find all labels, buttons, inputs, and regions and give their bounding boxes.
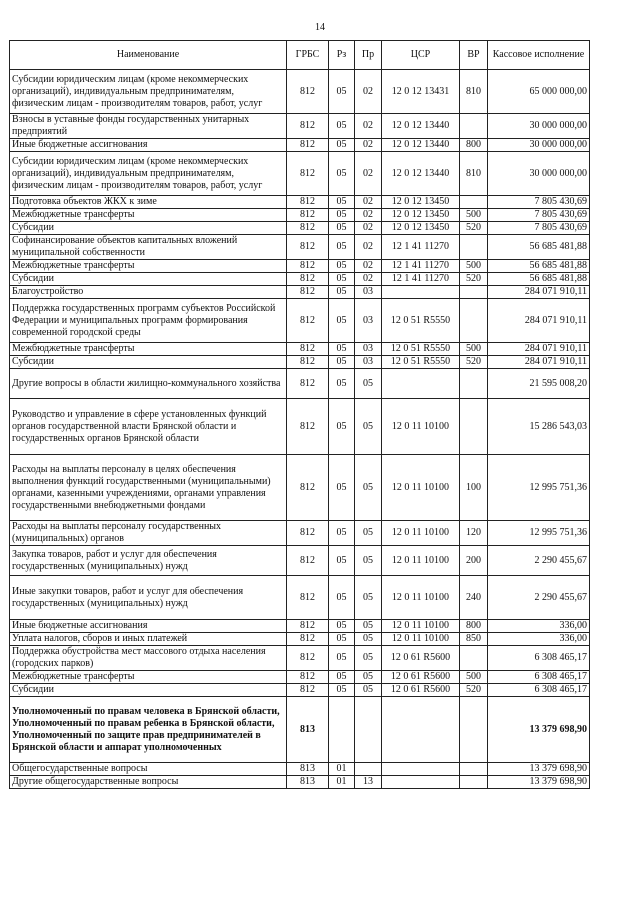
cell-vr [460, 776, 488, 789]
cell-grbs: 812 [287, 633, 329, 646]
table-row [10, 671, 590, 684]
cell-name: Субсидии юридическим лицам (кроме некоммерческих организаций), индивидуальным предпринимателям, физическим лицам - производителям товаров, работ, услуг [10, 152, 287, 196]
cell-csr: 12 0 61 R5600 [382, 684, 460, 697]
cell-name: Межбюджетные трансферты [10, 209, 287, 222]
cell-pr: 03 [355, 343, 382, 356]
cell-amount: 15 286 543,03 [488, 399, 590, 455]
cell-vr: 500 [460, 260, 488, 273]
cell-pr: 05 [355, 369, 382, 399]
table-row [10, 235, 590, 260]
cell-pr: 05 [355, 620, 382, 633]
cell-amount: 336,00 [488, 620, 590, 633]
cell-pr [355, 697, 382, 763]
cell-pr: 02 [355, 209, 382, 222]
cell-vr [460, 399, 488, 455]
cell-name: Расходы на выплаты персоналу государственных (муниципальных) органов [10, 521, 287, 546]
table-row [10, 763, 590, 776]
cell-amount: 30 000 000,00 [488, 152, 590, 196]
cell-pr: 02 [355, 260, 382, 273]
cell-name: Подготовка объектов ЖКХ к зиме [10, 196, 287, 209]
cell-grbs: 812 [287, 671, 329, 684]
cell-grbs: 812 [287, 209, 329, 222]
cell-grbs: 812 [287, 286, 329, 299]
cell-rz: 05 [329, 260, 355, 273]
cell-grbs: 812 [287, 235, 329, 260]
cell-rz: 05 [329, 399, 355, 455]
table-row [10, 620, 590, 633]
cell-amount: 284 071 910,11 [488, 343, 590, 356]
cell-name: Уполномоченный по правам человека в Брянской области, Уполномоченный по правам ребенка в Брянской области, Уполномоченный по защите прав предпринимателей в Брянской области и аппарат уполномоченных [10, 697, 287, 763]
cell-rz: 05 [329, 114, 355, 139]
cell-rz: 05 [329, 521, 355, 546]
cell-vr: 810 [460, 152, 488, 196]
cell-vr: 500 [460, 671, 488, 684]
table-body [10, 70, 590, 789]
cell-name: Общегосударственные вопросы [10, 763, 287, 776]
cell-csr [382, 286, 460, 299]
cell-csr: 12 0 12 13450 [382, 209, 460, 222]
cell-csr: 12 0 11 10100 [382, 546, 460, 576]
cell-vr: 240 [460, 576, 488, 620]
cell-name: Закупка товаров, работ и услуг для обеспечения государственных (муниципальных) нужд [10, 546, 287, 576]
cell-pr: 05 [355, 521, 382, 546]
cell-rz: 05 [329, 286, 355, 299]
cell-csr [382, 776, 460, 789]
table-row [10, 260, 590, 273]
cell-amount: 6 308 465,17 [488, 671, 590, 684]
cell-amount: 336,00 [488, 633, 590, 646]
cell-rz: 05 [329, 546, 355, 576]
cell-name: Софинансирование объектов капитальных вложений муниципальной собственности [10, 235, 287, 260]
cell-name: Межбюджетные трансферты [10, 671, 287, 684]
cell-name: Взносы в уставные фонды государственных унитарных предприятий [10, 114, 287, 139]
header-amount: Кассовое исполнение [488, 41, 590, 70]
cell-grbs: 812 [287, 299, 329, 343]
cell-grbs: 812 [287, 114, 329, 139]
cell-grbs: 812 [287, 356, 329, 369]
cell-vr: 850 [460, 633, 488, 646]
cell-amount: 7 805 430,69 [488, 209, 590, 222]
cell-grbs: 812 [287, 260, 329, 273]
cell-name: Поддержка государственных программ субъектов Российской Федерации и муниципальных программ формирования современной городской среды [10, 299, 287, 343]
cell-vr: 520 [460, 273, 488, 286]
cell-name: Благоустройство [10, 286, 287, 299]
cell-rz: 05 [329, 152, 355, 196]
cell-rz: 05 [329, 235, 355, 260]
cell-vr [460, 697, 488, 763]
cell-pr: 05 [355, 546, 382, 576]
table-row [10, 546, 590, 576]
cell-amount: 7 805 430,69 [488, 222, 590, 235]
cell-rz: 05 [329, 369, 355, 399]
cell-pr: 05 [355, 671, 382, 684]
cell-rz: 05 [329, 299, 355, 343]
table-row [10, 222, 590, 235]
cell-vr: 800 [460, 620, 488, 633]
table-row [10, 633, 590, 646]
cell-grbs: 812 [287, 646, 329, 671]
header-row [10, 41, 590, 70]
cell-grbs: 813 [287, 697, 329, 763]
table-row [10, 576, 590, 620]
cell-pr: 02 [355, 273, 382, 286]
cell-csr: 12 0 61 R5600 [382, 646, 460, 671]
cell-vr: 520 [460, 684, 488, 697]
cell-grbs: 812 [287, 399, 329, 455]
header-rz: Рз [329, 41, 355, 70]
cell-csr: 12 0 12 13440 [382, 152, 460, 196]
cell-csr: 12 0 11 10100 [382, 576, 460, 620]
table-row [10, 646, 590, 671]
cell-name: Межбюджетные трансферты [10, 260, 287, 273]
cell-pr: 13 [355, 776, 382, 789]
cell-vr [460, 114, 488, 139]
cell-csr [382, 369, 460, 399]
table-row [10, 209, 590, 222]
cell-amount: 56 685 481,88 [488, 260, 590, 273]
cell-vr [460, 299, 488, 343]
cell-grbs: 812 [287, 139, 329, 152]
cell-csr: 12 1 41 11270 [382, 260, 460, 273]
cell-name: Уплата налогов, сборов и иных платежей [10, 633, 287, 646]
cell-pr: 02 [355, 139, 382, 152]
cell-rz: 05 [329, 196, 355, 209]
cell-amount: 2 290 455,67 [488, 576, 590, 620]
cell-grbs: 812 [287, 152, 329, 196]
cell-vr [460, 286, 488, 299]
cell-name: Иные бюджетные ассигнования [10, 620, 287, 633]
cell-rz: 05 [329, 273, 355, 286]
cell-pr: 05 [355, 633, 382, 646]
cell-pr: 05 [355, 455, 382, 521]
table-row [10, 399, 590, 455]
cell-name: Иные закупки товаров, работ и услуг для обеспечения государственных (муниципальных) нужд [10, 576, 287, 620]
cell-grbs: 813 [287, 763, 329, 776]
cell-csr: 12 0 61 R5600 [382, 671, 460, 684]
cell-amount: 13 379 698,90 [488, 776, 590, 789]
table-row [10, 343, 590, 356]
budget-table [9, 40, 590, 789]
cell-rz: 05 [329, 343, 355, 356]
table-row [10, 776, 590, 789]
cell-rz: 05 [329, 646, 355, 671]
cell-grbs: 812 [287, 369, 329, 399]
cell-rz: 05 [329, 209, 355, 222]
cell-amount: 56 685 481,88 [488, 235, 590, 260]
cell-amount: 30 000 000,00 [488, 139, 590, 152]
cell-vr [460, 369, 488, 399]
cell-amount: 30 000 000,00 [488, 114, 590, 139]
cell-csr: 12 0 12 13450 [382, 196, 460, 209]
cell-name: Субсидии [10, 356, 287, 369]
cell-grbs: 812 [287, 70, 329, 114]
cell-name: Межбюджетные трансферты [10, 343, 287, 356]
cell-name: Субсидии юридическим лицам (кроме некоммерческих организаций), индивидуальным предпринимателям, физическим лицам - производителям товаров, работ, услуг [10, 70, 287, 114]
cell-grbs: 812 [287, 455, 329, 521]
cell-vr [460, 196, 488, 209]
header-pr: Пр [355, 41, 382, 70]
cell-csr: 12 0 51 R5550 [382, 356, 460, 369]
cell-csr: 12 0 51 R5550 [382, 343, 460, 356]
cell-csr: 12 0 12 13440 [382, 114, 460, 139]
cell-vr: 810 [460, 70, 488, 114]
cell-vr [460, 646, 488, 671]
table-row [10, 114, 590, 139]
cell-vr: 100 [460, 455, 488, 521]
cell-amount: 7 805 430,69 [488, 196, 590, 209]
page-number: 14 [315, 22, 325, 33]
cell-pr: 02 [355, 222, 382, 235]
cell-csr: 12 1 41 11270 [382, 235, 460, 260]
cell-grbs: 813 [287, 776, 329, 789]
cell-csr: 12 0 12 13431 [382, 70, 460, 114]
cell-pr: 02 [355, 152, 382, 196]
table-row [10, 697, 590, 763]
cell-grbs: 812 [287, 546, 329, 576]
table-row [10, 196, 590, 209]
cell-pr: 03 [355, 299, 382, 343]
cell-name: Поддержка обустройства мест массового отдыха населения (городских парков) [10, 646, 287, 671]
cell-rz: 05 [329, 620, 355, 633]
cell-rz: 05 [329, 70, 355, 114]
cell-vr: 500 [460, 343, 488, 356]
cell-csr [382, 697, 460, 763]
cell-name: Другие общегосударственные вопросы [10, 776, 287, 789]
cell-rz: 05 [329, 222, 355, 235]
cell-rz: 05 [329, 671, 355, 684]
cell-rz [329, 697, 355, 763]
cell-csr: 12 0 12 13450 [382, 222, 460, 235]
cell-csr: 12 0 11 10100 [382, 620, 460, 633]
cell-amount: 65 000 000,00 [488, 70, 590, 114]
cell-rz: 05 [329, 576, 355, 620]
cell-csr: 12 0 11 10100 [382, 521, 460, 546]
cell-amount: 56 685 481,88 [488, 273, 590, 286]
cell-pr: 05 [355, 646, 382, 671]
cell-amount: 13 379 698,90 [488, 763, 590, 776]
cell-amount: 13 379 698,90 [488, 697, 590, 763]
table-row [10, 684, 590, 697]
cell-pr [355, 763, 382, 776]
cell-amount: 6 308 465,17 [488, 646, 590, 671]
table-row [10, 286, 590, 299]
cell-csr: 12 0 11 10100 [382, 455, 460, 521]
cell-name: Другие вопросы в области жилищно-коммунального хозяйства [10, 369, 287, 399]
cell-vr: 500 [460, 209, 488, 222]
cell-grbs: 812 [287, 222, 329, 235]
cell-name: Субсидии [10, 684, 287, 697]
cell-rz: 05 [329, 633, 355, 646]
cell-grbs: 812 [287, 273, 329, 286]
table-row [10, 369, 590, 399]
table-row [10, 299, 590, 343]
header-vr: ВР [460, 41, 488, 70]
cell-grbs: 812 [287, 343, 329, 356]
cell-vr: 120 [460, 521, 488, 546]
header-name: Наименование [10, 41, 287, 70]
cell-vr: 520 [460, 356, 488, 369]
cell-csr: 12 0 51 R5550 [382, 299, 460, 343]
cell-amount: 2 290 455,67 [488, 546, 590, 576]
cell-amount: 284 071 910,11 [488, 286, 590, 299]
cell-amount: 12 995 751,36 [488, 455, 590, 521]
cell-pr: 02 [355, 235, 382, 260]
cell-pr: 05 [355, 576, 382, 620]
cell-csr: 12 1 41 11270 [382, 273, 460, 286]
cell-grbs: 812 [287, 684, 329, 697]
cell-grbs: 812 [287, 576, 329, 620]
table-row [10, 152, 590, 196]
cell-vr [460, 235, 488, 260]
cell-rz: 01 [329, 776, 355, 789]
cell-rz: 05 [329, 139, 355, 152]
cell-name: Субсидии [10, 222, 287, 235]
cell-pr: 03 [355, 356, 382, 369]
cell-amount: 6 308 465,17 [488, 684, 590, 697]
cell-csr: 12 0 12 13440 [382, 139, 460, 152]
cell-amount: 284 071 910,11 [488, 299, 590, 343]
cell-csr [382, 763, 460, 776]
cell-csr: 12 0 11 10100 [382, 399, 460, 455]
cell-name: Руководство и управление в сфере установленных функций органов государственной власти Брянской области и государственных органов Брянской области [10, 399, 287, 455]
table-row [10, 273, 590, 286]
cell-pr: 02 [355, 70, 382, 114]
cell-rz: 05 [329, 356, 355, 369]
cell-amount: 284 071 910,11 [488, 356, 590, 369]
header-grbs: ГРБС [287, 41, 329, 70]
table-row [10, 139, 590, 152]
cell-grbs: 812 [287, 196, 329, 209]
cell-pr: 02 [355, 114, 382, 139]
cell-pr: 05 [355, 684, 382, 697]
cell-grbs: 812 [287, 521, 329, 546]
cell-name: Иные бюджетные ассигнования [10, 139, 287, 152]
table-row [10, 521, 590, 546]
cell-csr: 12 0 11 10100 [382, 633, 460, 646]
cell-pr: 02 [355, 196, 382, 209]
cell-vr: 200 [460, 546, 488, 576]
cell-pr: 03 [355, 286, 382, 299]
cell-rz: 01 [329, 763, 355, 776]
table-row [10, 455, 590, 521]
cell-name: Расходы на выплаты персоналу в целях обеспечения выполнения функций государственными (муниципальными) органами, казенными учреждениями, органами управления государственными внебюджетными фондами [10, 455, 287, 521]
cell-amount: 21 595 008,20 [488, 369, 590, 399]
table-row [10, 70, 590, 114]
cell-amount: 12 995 751,36 [488, 521, 590, 546]
cell-grbs: 812 [287, 620, 329, 633]
header-csr: ЦСР [382, 41, 460, 70]
cell-rz: 05 [329, 455, 355, 521]
cell-vr: 800 [460, 139, 488, 152]
cell-vr [460, 763, 488, 776]
cell-name: Субсидии [10, 273, 287, 286]
cell-vr: 520 [460, 222, 488, 235]
table-row [10, 356, 590, 369]
cell-pr: 05 [355, 399, 382, 455]
cell-rz: 05 [329, 684, 355, 697]
